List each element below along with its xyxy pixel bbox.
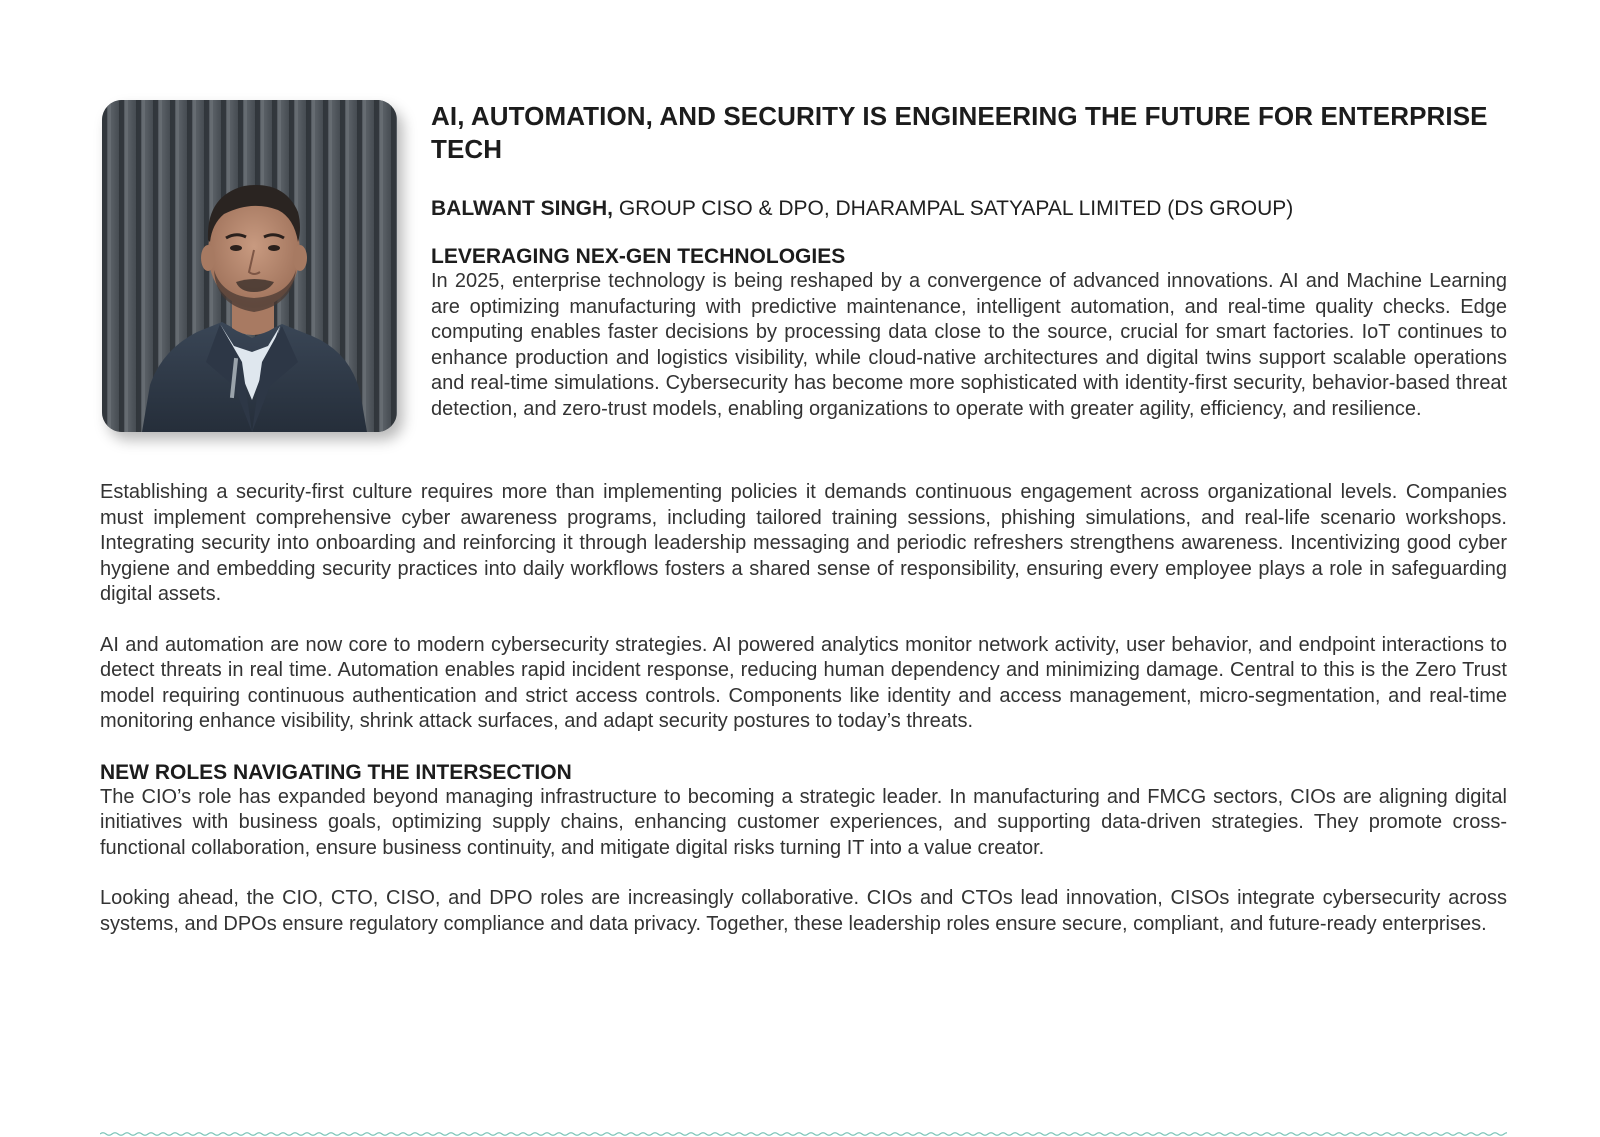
section-heading: LEVERAGING NEX-GEN TECHNOLOGIES xyxy=(431,245,846,268)
section-heading: NEW ROLES NAVIGATING THE INTERSECTION xyxy=(100,760,572,784)
author-role: GROUP CISO & DPO, DHARAMPAL SATYAPAL LIMITED (DS GROUP) xyxy=(618,197,1294,220)
article-body xyxy=(100,480,1507,937)
paragraph: The CIO’s role has expanded beyond managing infrastructure to becoming a strategic leader. In manufacturing and FMCG sectors, CIOs are aligning digital initiatives with business goals, optimizing supply chains, enhancing customer experiences, and supporting data-driven strategies. They promote cross-functional collaboration, ensure business continuity, and mitigate digital risks turning IT into a value creator. xyxy=(100,785,1507,859)
author-portrait xyxy=(102,100,397,432)
article-title: AI, AUTOMATION, AND SECURITY IS ENGINEERING THE FUTURE FOR ENTERPRISE TECH xyxy=(431,101,1488,164)
author-name: BALWANT SINGH, xyxy=(431,197,613,220)
author-byline xyxy=(431,195,1507,222)
paragraph: AI and automation are now core to modern cybersecurity strategies. AI powered analytics monitor network activity, user behavior, and endpoint interactions to detect threats in real time. Automation enables rapid incident response, reducing human dependency and minimizing damage. Central to this is the Zero Trust model requiring continuous authentication and strict access controls. Components like identity and access management, micro-segmentation, and real-time monitoring enhance visibility, shrink attack surfaces, and adapt security postures to today’s threats. xyxy=(100,633,1507,732)
person-portrait-icon xyxy=(102,100,397,432)
paragraph: In 2025, enterprise technology is being reshaped by a convergence of advanced innovations. AI and Machine Learning are optimizing manufacturing with predictive maintenance, intelligent automation, and real-time quality checks. Edge computing enables faster decisions by processing data close to the source, crucial for smart factories. IoT continues to enhance production and logistics visibility, while cloud-native architectures and digital twins support scalable operations and real-time simulations. Cybersecurity has become more sophisticated with identity-first security, behavior-based threat detection, and zero-trust models, enabling organizations to operate with greater agility, efficiency, and resilience. xyxy=(431,270,1507,420)
article-intro xyxy=(431,100,1507,422)
footer-divider xyxy=(100,1131,1507,1137)
paragraph: Looking ahead, the CIO, CTO, CISO, and DPO roles are increasingly collaborative. CIOs and CTOs lead innovation, CISOs integrate cybersecurity across systems, and DPOs ensure regulatory compliance and data privacy. Together, these leadership roles ensure secure, compliant, and future-ready enterprises. xyxy=(100,887,1507,935)
paragraph: Establishing a security-first culture requires more than implementing policies it demands continuous engagement across organizational levels. Companies must implement comprehensive cyber awareness programs, including tailored training sessions, phishing simulations, and real-life scenario workshops. Integrating security into onboarding and reinforcing it through leadership messaging and periodic refreshers strengthens awareness. Incentivizing good cyber hygiene and embedding security practices into daily workflows fosters a shared sense of responsibility, ensuring every employee plays a role in safeguarding digital assets. xyxy=(100,481,1507,605)
wave-divider-icon xyxy=(100,1131,1507,1137)
